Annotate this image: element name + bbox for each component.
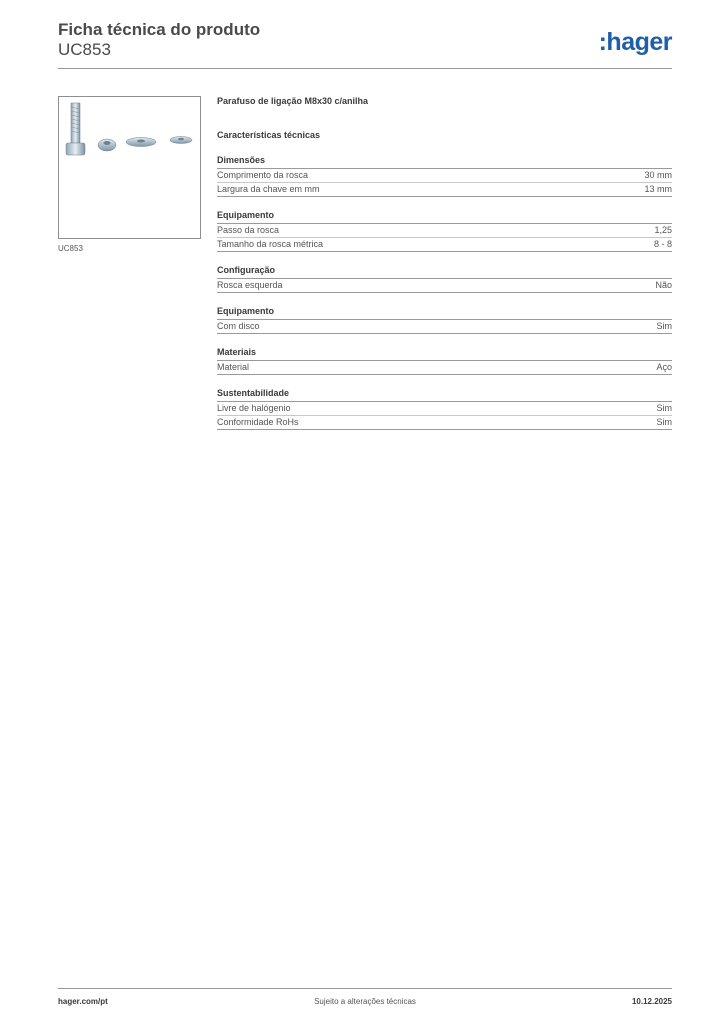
spec-row (217, 402, 672, 416)
footer-disclaimer: Sujeito a alterações técnicas (314, 997, 416, 1006)
spec-row (217, 320, 672, 334)
spec-section-title: Sustentabilidade (217, 387, 672, 402)
spec-section (217, 305, 672, 334)
spec-label: Rosca esquerda (217, 280, 283, 290)
spec-row (217, 183, 672, 197)
product-name: Parafuso de ligação M8x30 c/anilha (217, 96, 369, 106)
spec-section (217, 264, 672, 293)
image-caption: UC853 (58, 244, 83, 253)
product-code: UC853 (58, 40, 111, 59)
spec-value: Não (655, 280, 672, 290)
specification-sections (217, 154, 672, 430)
spec-section-title: Materiais (217, 346, 672, 361)
spec-row (217, 416, 672, 430)
spec-rows (217, 169, 672, 197)
spec-label: Largura da chave em mm (217, 184, 320, 194)
spec-section (217, 346, 672, 375)
spec-section-title: Equipamento (217, 209, 672, 224)
footer-date: 10.12.2025 (631, 997, 672, 1006)
product-image (58, 96, 201, 239)
spec-label: Livre de halógenio (217, 403, 291, 413)
spec-section-title: Configuração (217, 264, 672, 279)
spec-section (217, 154, 672, 197)
spec-section (217, 387, 672, 430)
spec-section-title: Equipamento (217, 305, 672, 320)
footer-divider (58, 988, 672, 989)
spec-label: Comprimento da rosca (217, 170, 309, 180)
spec-value: Aço (656, 362, 672, 372)
spec-label: Conformidade RoHs (217, 417, 299, 427)
spec-value: 30 mm (644, 170, 672, 180)
spec-value: Sim (656, 321, 672, 331)
spec-value: 1,25 (654, 225, 672, 235)
document-header (58, 20, 672, 68)
spec-label: Com disco (217, 321, 260, 331)
spec-value: 8 - 8 (653, 239, 672, 249)
bolt-and-washers-illustration (59, 97, 200, 238)
spec-label: Material (217, 362, 250, 372)
spec-section-title: Dimensões (217, 154, 672, 169)
spec-value: Sim (656, 403, 672, 413)
spec-label: Passo da rosca (217, 225, 280, 235)
footer-website: hager.com/pt (58, 997, 108, 1006)
spec-row (217, 361, 672, 375)
spec-label: Tamanho da rosca métrica (217, 239, 324, 249)
spec-rows (217, 402, 672, 430)
spec-rows (217, 361, 672, 375)
spec-row (217, 238, 672, 252)
spec-row (217, 279, 672, 293)
spec-rows (217, 279, 672, 293)
technical-characteristics-heading: Características técnicas (217, 130, 321, 140)
spec-rows (217, 224, 672, 252)
spec-row (217, 169, 672, 183)
header-divider (58, 68, 672, 69)
product-details (217, 94, 672, 430)
spec-value: Sim (656, 417, 672, 427)
hager-logo: :hager (598, 28, 672, 56)
document-title: Ficha técnica do produto (58, 20, 261, 39)
spec-section (217, 209, 672, 252)
spec-value: 13 mm (644, 184, 672, 194)
spec-rows (217, 320, 672, 334)
spec-row (217, 224, 672, 238)
